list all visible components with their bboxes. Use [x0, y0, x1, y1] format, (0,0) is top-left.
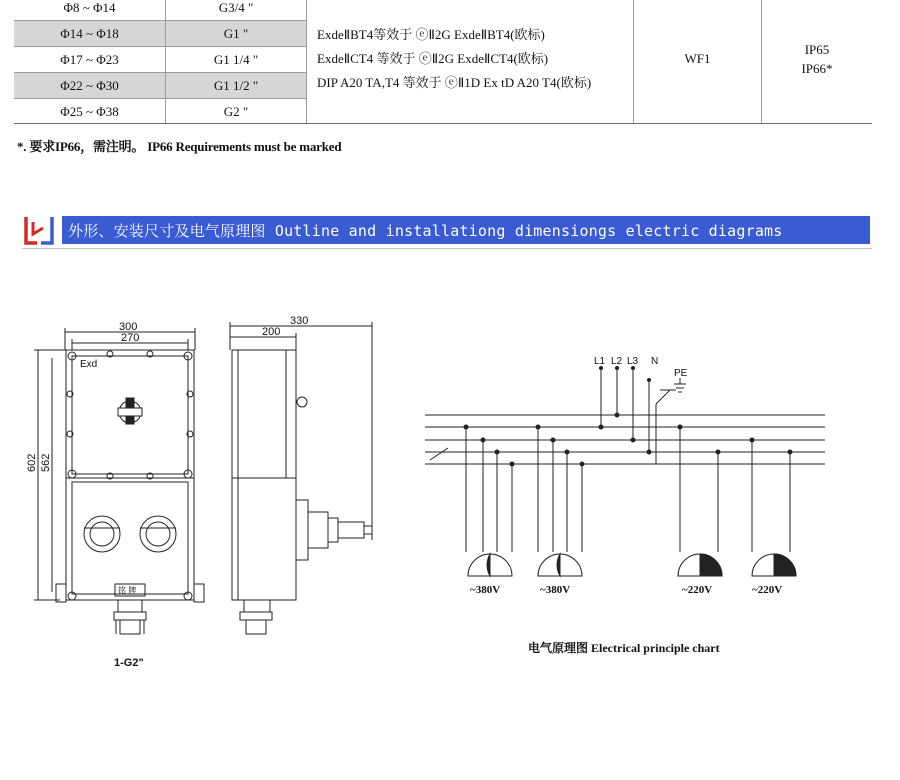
cable-range-cell: Φ14 ~ Φ18: [14, 21, 166, 47]
marking-line: ExdeⅡBT4等效于 ⓔⅡ2G ExdeⅡBT4(欧标): [317, 27, 545, 43]
thread-cell: G1 1/2 ": [166, 73, 307, 99]
phase-label-l3: L3: [627, 356, 639, 367]
table-row: [14, 0, 872, 21]
nameplate-label: 铭 牌: [118, 586, 137, 595]
spec-table: [14, 0, 872, 124]
cable-range-cell: Φ17 ~ Φ23: [14, 47, 166, 73]
gland-label: 1-G2": [114, 657, 144, 669]
dim-height-outer: 602: [26, 453, 38, 472]
section-divider: [22, 248, 872, 249]
section-title-bar: [62, 216, 870, 244]
socket-voltage-2: ~380V: [540, 584, 571, 596]
explosion-marking-cell: [307, 0, 634, 124]
socket-voltage-1: ~380V: [470, 584, 501, 596]
pe-label: PE: [674, 368, 688, 379]
marking-line: DIP A20 TA,T4 等效于 ⓔⅡ1D Ex tD A20 T4(欧标): [317, 75, 592, 91]
brand-logo-icon: [22, 214, 56, 246]
anticorrosion-cell: WF1: [634, 0, 762, 124]
cable-range-cell: Φ22 ~ Φ30: [14, 73, 166, 99]
side-view-drawing: [230, 322, 372, 634]
table-bottom-rule: [14, 123, 872, 124]
protection-cell: [762, 0, 873, 124]
dim-depth-total: 330: [290, 315, 309, 327]
phase-label-n: N: [651, 356, 659, 367]
cable-range-cell: Φ8 ~ Φ14: [14, 0, 166, 21]
socket-voltage-4: ~220V: [752, 584, 783, 596]
diagram-caption: 电气原理图 Electrical principle chart: [528, 641, 720, 655]
dim-depth-body: 200: [262, 326, 281, 338]
marking-line: ExdeⅡCT4 等效于 ⓔⅡ2G ExdeⅡCT4(欧标): [317, 51, 549, 67]
protection-grade: IP66*: [801, 61, 833, 77]
thread-cell: G1 ": [166, 21, 307, 47]
thread-cell: G3/4 ": [166, 0, 307, 21]
section-title: 外形、安装尺寸及电气原理图 Outline and installationg dimensiongs electric diagrams: [68, 222, 783, 240]
protection-grade: IP65: [804, 42, 830, 58]
electrical-diagram: [425, 368, 825, 576]
thread-cell: G2 ": [166, 99, 307, 125]
ip66-note: *. 要求IP66，需注明。 IP66 Requirements must be marked: [17, 139, 342, 154]
dim-width-inner: 270: [121, 332, 140, 344]
cable-range-cell: Φ25 ~ Φ38: [14, 99, 166, 125]
thread-cell: G1 1/4 ": [166, 47, 307, 73]
phase-label-l2: L2: [611, 356, 623, 367]
dim-width-outer: 300: [119, 321, 138, 333]
ex-mark: Exd: [80, 359, 98, 370]
junction-dots: [464, 366, 793, 467]
socket-voltage-3: ~220V: [682, 584, 713, 596]
technical-drawings: [0, 290, 900, 690]
dim-height-inner: 562: [40, 453, 52, 472]
phase-label-l1: L1: [594, 356, 606, 367]
section-header: [22, 214, 872, 246]
